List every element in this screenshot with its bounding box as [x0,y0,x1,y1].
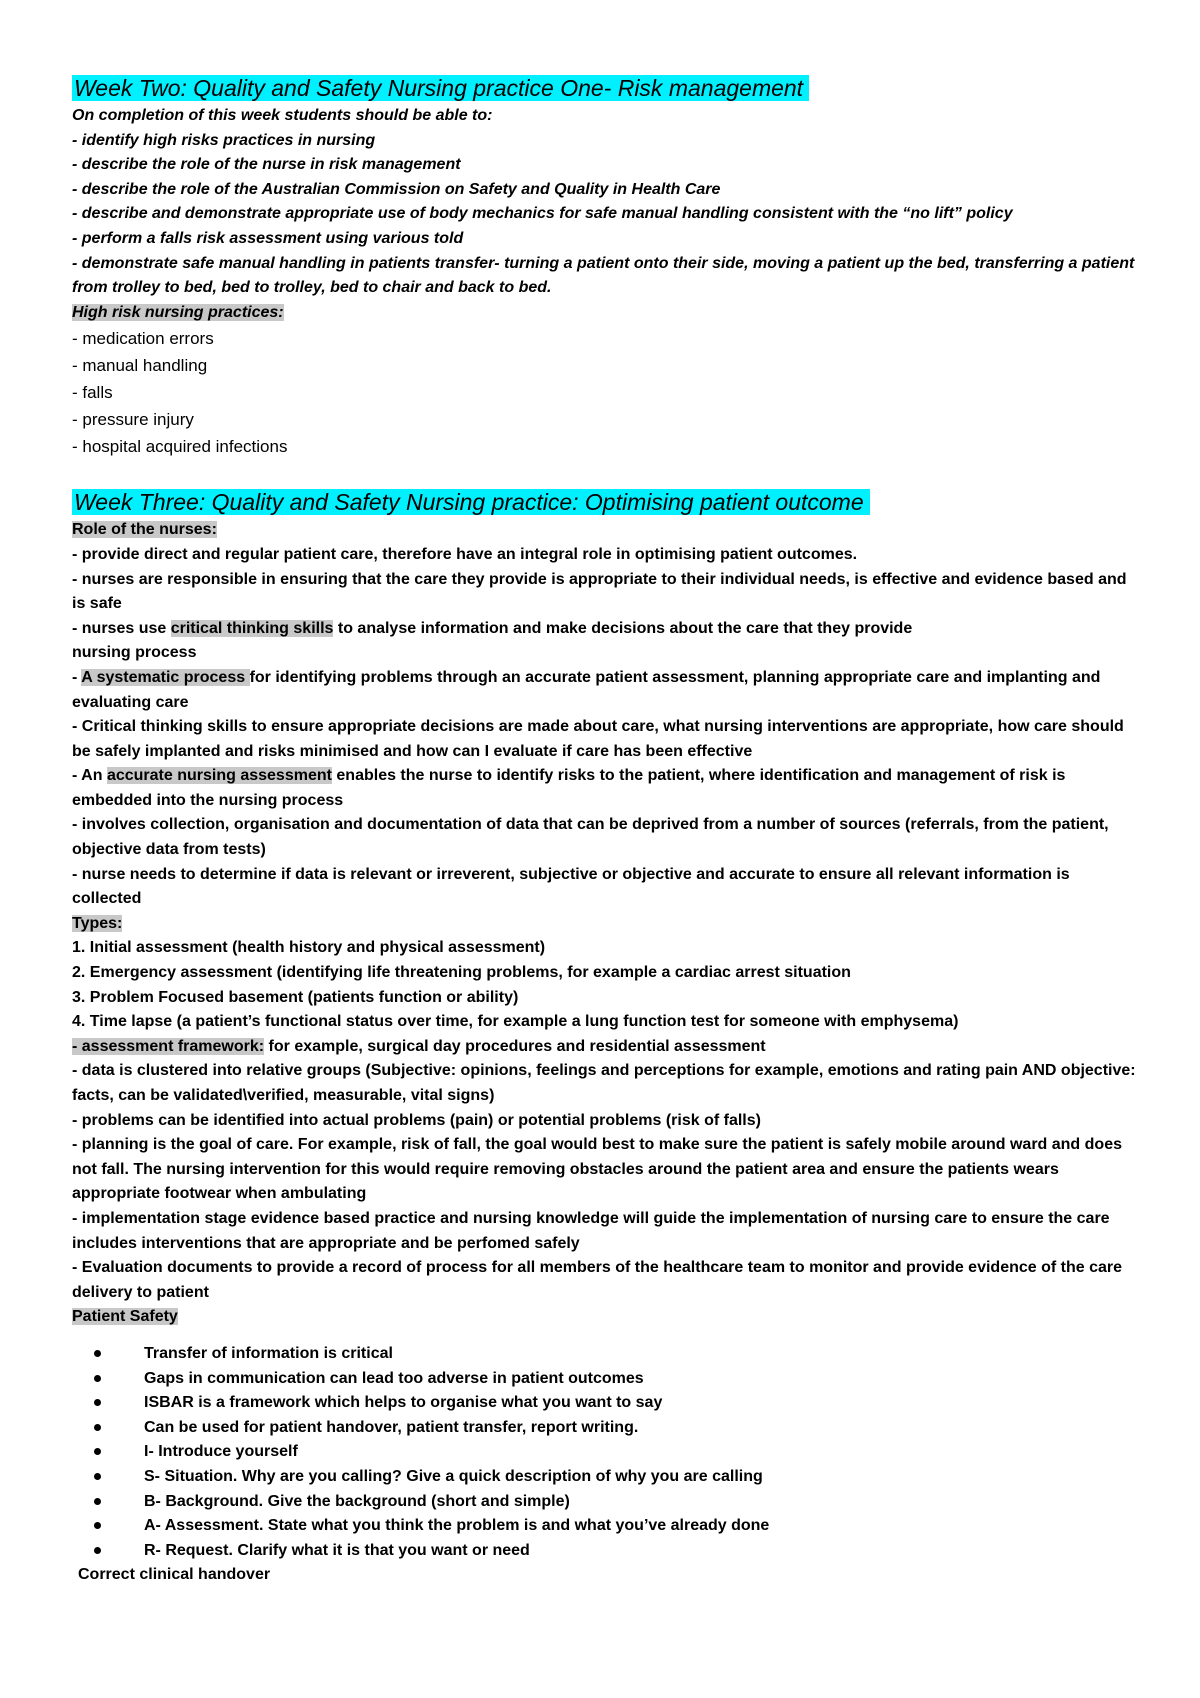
patient-safety-list [72,1342,1142,1563]
objective-item: - demonstrate safe manual handling in patients transfer- turning a patient onto their side, moving a patient up the bed, transferring a patient from trolley to bed, bed to trolley, bed to chair and back to bed. [72,254,1135,297]
objective-item: - perform a falls risk assessment using various told [72,229,464,247]
objective-item: - describe the role of the Australian Commission on Safety and Quality in Health Care [72,180,721,198]
objective-item: - describe and demonstrate appropriate use of body mechanics for safe manual handling consistent with the “no lift” policy [72,205,1013,223]
paragraph: - nurses are responsible in ensuring that the care they provide is appropriate to their individual needs, is effective and evidence based and is safe [72,570,1127,613]
paragraph: - involves collection, organisation and documentation of data that can be deprived from a number of sources (referrals, from the patient, objective data from tests) [72,816,1109,859]
type-item: 4. Time lapse (a patient’s functional status over time, for example a lung function test for someone with emphysema) [72,1013,959,1031]
highlight: - assessment framework: [72,1037,265,1055]
week2-title: Week Two: Quality and Safety Nursing practice One- Risk management [72,72,1142,104]
objective-item: - describe the role of the nurse in risk management [72,156,461,174]
highlight: critical thinking skills [170,619,334,637]
bullet-icon [94,1498,101,1505]
type-item: 2. Emergency assessment (identifying life threatening problems, for example a cardiac arrest situation [72,964,851,982]
week2-objectives [72,129,1142,301]
paragraph: - implementation stage evidence based practice and nursing knowledge will guide the implementation of nursing care to ensure the care includes interventions that are appropriate and be perfomed safely [72,1209,1110,1252]
list-item: Transfer of information is critical [72,1342,1142,1367]
paragraph: - An accurate nursing assessment enables the nurse to identify risks to the patient, where identification and management of risk is embedded into the nursing process [72,767,1066,809]
list-item: ISBAR is a framework which helps to organise what you want to say [72,1391,1142,1416]
highlight: A systematic process [81,668,250,686]
paragraph: - planning is the goal of care. For example, risk of fall, the goal would best to make sure the patient is safely mobile around ward and does not fall. The nursing intervention for this would require removing obstacles around the patient area and ensure the patients wears appropriate footwear when ambulating [72,1136,1122,1203]
high-risk-item: - pressure injury [72,410,194,430]
week2-intro: On completion of this week students should be able to: [72,107,493,124]
type-item: 1. Initial assessment (health history and physical assessment) [72,939,546,957]
week3-title: Week Three: Quality and Safety Nursing practice: Optimising patient outcome [72,486,1142,518]
paragraph: - nurses use critical thinking skills to analyse information and make decisions about the care that they provide [72,619,913,637]
paragraph: - data is clustered into relative groups (Subjective: opinions, feelings and perceptions for example, emotions and rating pain AND objective: facts, can be validated\verified, measurable, vital signs) [72,1062,1136,1104]
type-item: 3. Problem Focused basement (patients function or ability) [72,988,519,1006]
paragraph: - assessment framework: for example, surgical day procedures and residential assessment [72,1037,766,1055]
bullet-icon [94,1448,101,1455]
paragraph: - Evaluation documents to provide a record of process for all members of the healthcare team to monitor and provide evidence of the care delivery to patient [72,1259,1123,1301]
list-item: R- Request. Clarify what it is that you want or need [72,1539,1142,1564]
bullet-icon [94,1399,101,1406]
role-heading: Role of the nurses: [72,521,217,539]
high-risk-item: - manual handling [72,356,208,376]
paragraph: - A systematic process for identifying problems through an accurate patient assessment, planning appropriate care and implanting and evaluating care [72,668,1101,711]
paragraph: - Critical thinking skills to ensure appropriate decisions are made about care, what nursing interventions are appropriate, how care should be safely implanted and risks minimised and how can I evaluate if care has been effective [72,718,1124,760]
types-heading: Types: [72,914,123,932]
list-item: Gaps in communication can lead too adverse in patient outcomes [72,1367,1142,1392]
section-gap [72,460,1142,486]
closing-line: Correct clinical handover [78,1566,271,1584]
high-risk-item: - hospital acquired infections [72,437,288,457]
high-risk-heading: High risk nursing practices: [72,303,284,321]
document-page [72,72,1142,1588]
paragraph: - nurse needs to determine if data is relevant or irreverent, subjective or objective and accurate to ensure all relevant information is collected [72,865,1070,908]
bullet-icon [94,1424,101,1431]
list-item: A- Assessment. State what you think the problem is and what you’ve already done [72,1514,1142,1539]
high-risk-item: - medication errors [72,329,214,349]
paragraph: nursing process [72,644,197,662]
paragraph: - problems can be identified into actual problems (pain) or potential problems (risk of falls) [72,1111,761,1129]
list-item: B- Background. Give the background (short and simple) [72,1490,1142,1515]
bullet-icon [94,1547,101,1554]
highlight: accurate nursing assessment [106,767,332,785]
list-item: I- Introduce yourself [72,1440,1142,1465]
bullet-icon [94,1375,101,1382]
objective-item: - identify high risks practices in nursing [72,131,376,149]
list-item: S- Situation. Why are you calling? Give a quick description of why you are calling [72,1465,1142,1490]
high-risk-list [72,325,1142,460]
high-risk-item: - falls [72,383,113,403]
bullet-icon [94,1522,101,1529]
patient-safety-heading: Patient Safety [72,1308,178,1326]
list-item: Can be used for patient handover, patient transfer, report writing. [72,1416,1142,1441]
bullet-icon [94,1350,101,1357]
bullet-icon [94,1473,101,1480]
paragraph: - provide direct and regular patient care, therefore have an integral role in optimising patient outcomes. [72,545,858,563]
